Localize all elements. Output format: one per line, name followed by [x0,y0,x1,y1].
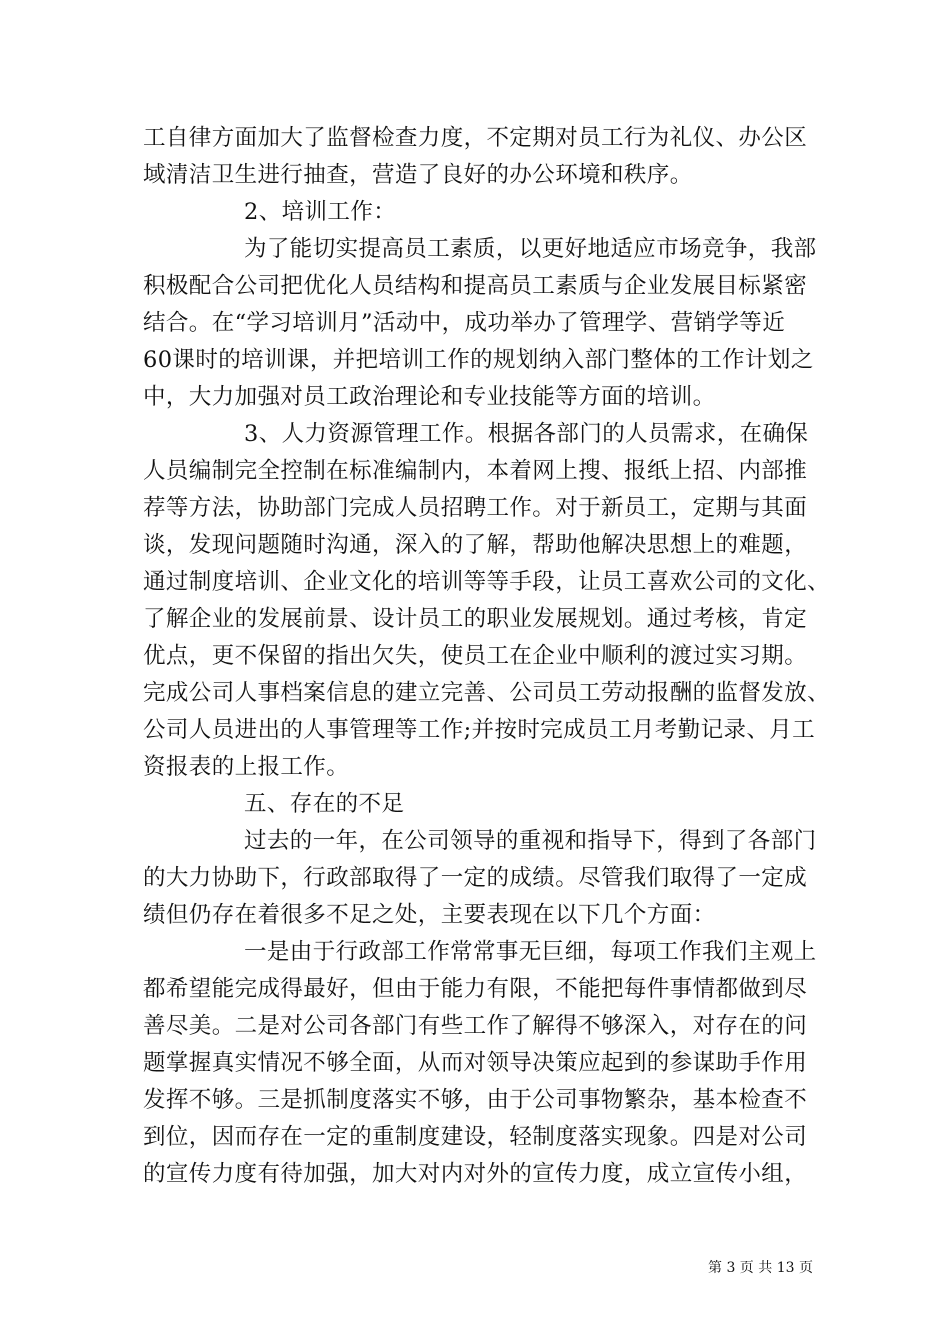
text-line: 了解企业的发展前景、设计员工的职业发展规划。通过考核，肯定 [143,606,808,632]
text-line: 资报表的上报工作。 [143,754,350,780]
text-line: 善尽美。二是对公司各部门有些工作了解得不够深入，对存在的问 [143,1013,808,1039]
text-line: 优点，更不保留的指出欠失，使员工在企业中顺利的渡过实习期。 [143,643,808,669]
text-line: 人员编制完全控制在标准编制内，本着网上搜、报纸上招、内部推 [143,458,808,484]
text-line: 工自律方面加大了监督检查力度，不定期对员工行为礼仪、办公区 [143,125,808,151]
text-line: 60课时的培训课，并把培训工作的规划纳入部门整体的工作计划之 [143,347,814,373]
page-number: 第 3 页 共 13 页 [708,1260,813,1276]
text-line: 为了能切实提高员工素质，以更好地适应市场竞争，我部 [244,236,817,262]
text-line: 过去的一年，在公司领导的重视和指导下，得到了各部门 [244,828,817,854]
text-line: 积极配合公司把优化人员结构和提高员工素质与企业发展目标紧密 [143,273,808,299]
text-line: 的大力协助下，行政部取得了一定的成绩。尽管我们取得了一定成 [143,865,808,891]
text-line: 到位，因而存在一定的重制度建设，轻制度落实现象。四是对公司 [143,1124,808,1150]
text-line: 都希望能完成得最好，但由于能力有限，不能把每件事情都做到尽 [143,976,808,1002]
text-line: 谈，发现问题随时沟通，深入的了解，帮助他解决思想上的难题， [143,532,808,558]
text-line: 发挥不够。三是抓制度落实不够，由于公司事物繁杂，基本检查不 [143,1087,808,1113]
section-heading: 五、存在的不足 [244,791,405,817]
text-line: 题掌握真实情况不够全面，从而对领导决策应起到的参谋助手作用 [143,1050,808,1076]
section-heading: 2、培训工作： [244,199,397,225]
text-line: 公司人员进出的人事管理等工作;并按时完成员工月考勤记录、月工 [143,717,816,743]
text-line: 通过制度培训、企业文化的培训等等手段，让员工喜欢公司的文化、 [143,569,831,595]
text-line: 的宣传力度有待加强，加大对内对外的宣传力度，成立宣传小组， [143,1161,808,1187]
text-line: 结合。在“学习培训月”活动中，成功举办了管理学、营销学等近 [143,310,786,336]
text-line: 完成公司人事档案信息的建立完善、公司员工劳动报酬的监督发放、 [143,680,831,706]
text-line: 荐等方法，协助部门完成人员招聘工作。对于新员工，定期与其面 [143,495,808,521]
text-line: 域清洁卫生进行抽查，营造了良好的办公环境和秩序。 [143,162,693,188]
text-line: 绩但仍存在着很多不足之处，主要表现在以下几个方面： [143,902,716,928]
section-heading: 3、人力资源管理工作。根据各部门的人员需求，在确保 [244,421,809,447]
text-line: 中，大力加强对员工政治理论和专业技能等方面的培训。 [143,384,716,410]
text-line: 一是由于行政部工作常常事无巨细，每项工作我们主观上 [244,939,817,965]
